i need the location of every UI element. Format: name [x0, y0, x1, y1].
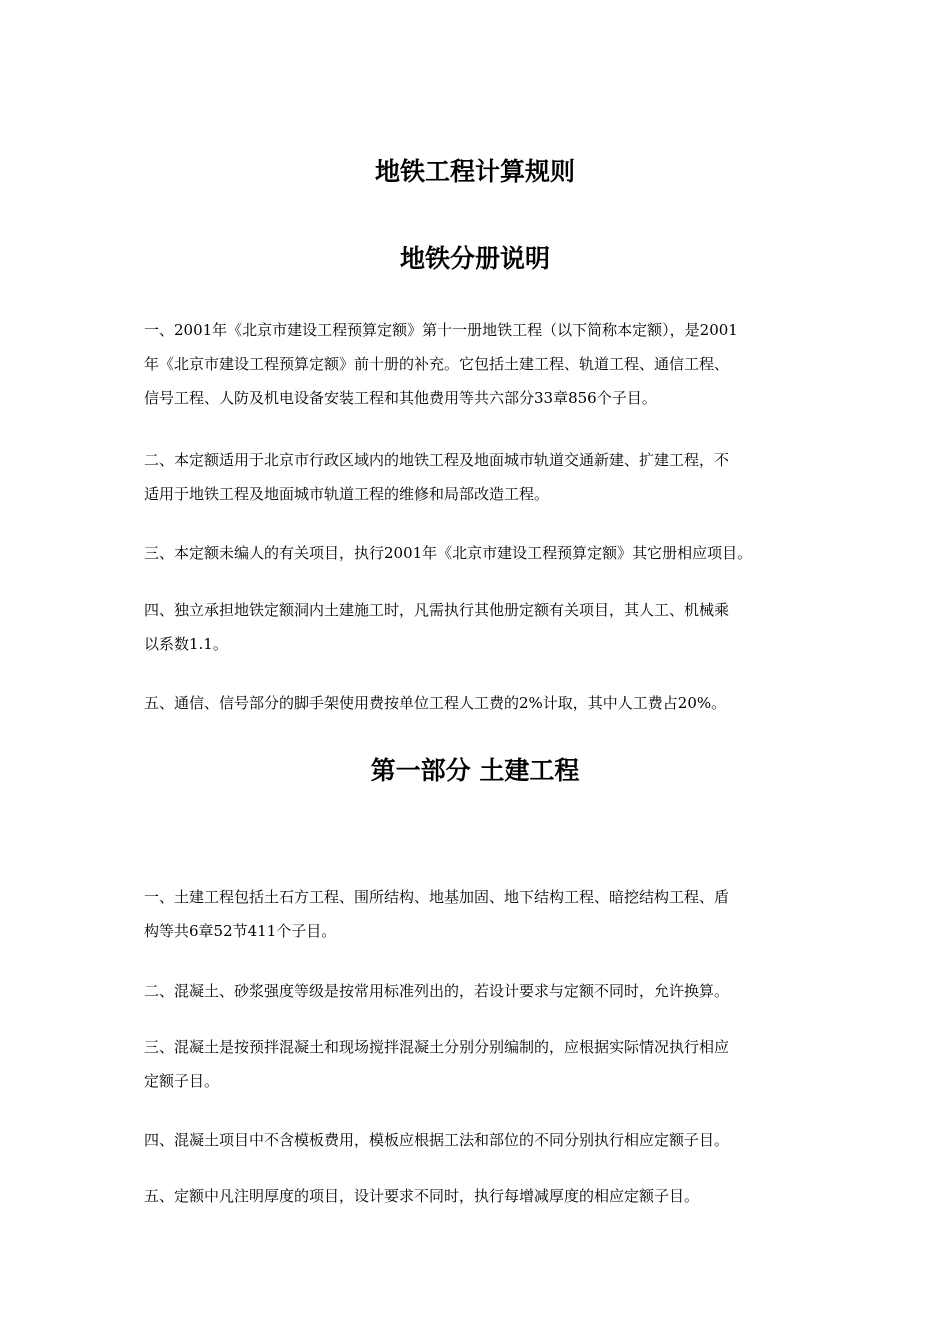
paragraph-line: 信号工程、人防及机电设备安装工程和其他费用等共六部分33章856个子目。 — [144, 389, 657, 407]
paragraph-line: 三、混凝土是按预拌混凝土和现场搅拌混凝土分别分别编制的，应根据实际情况执行相应 — [144, 1038, 730, 1056]
paragraph-9 — [144, 1123, 834, 1157]
paragraph-4 — [144, 593, 834, 661]
paragraph-6 — [144, 880, 834, 948]
section-heading-civil-works: 第一部分 土建工程 — [370, 756, 580, 785]
section-heading-volume-notes: 地铁分册说明 — [399, 244, 550, 273]
paragraph-line: 以系数1.1。 — [144, 635, 228, 653]
paragraph-line: 五、定额中凡注明厚度的项目，设计要求不同时，执行每增减厚度的相应定额子目。 — [144, 1187, 700, 1205]
paragraph-10 — [144, 1179, 834, 1213]
paragraph-3 — [144, 536, 834, 570]
paragraph-line: 一、2001年《北京市建设工程预算定额》第十一册地铁工程（以下简称本定额），是2001 — [144, 321, 738, 339]
paragraph-2 — [144, 443, 834, 511]
paragraph-line: 二、本定额适用于北京市行政区域内的地铁工程及地面城市轨道交通新建、扩建工程，不 — [144, 451, 730, 469]
paragraph-line: 构等共6章52节411个子目。 — [144, 922, 337, 940]
paragraph-line: 四、混凝土项目中不含模板费用，模板应根据工法和部位的不同分别执行相应定额子目。 — [144, 1131, 730, 1149]
document-title: 地铁工程计算规则 — [374, 157, 575, 186]
paragraph-line: 定额子目。 — [144, 1072, 220, 1090]
paragraph-line: 三、本定额未编人的有关项目，执行2001年《北京市建设工程预算定额》其它册相应项目。 — [144, 544, 753, 562]
paragraph-line: 二、混凝土、砂浆强度等级是按常用标准列出的，若设计要求与定额不同时，允许换算。 — [144, 982, 730, 1000]
paragraph-line: 一、土建工程包括土石方工程、围所结构、地基加固、地下结构工程、暗挖结构工程、盾 — [144, 888, 730, 906]
paragraph-line: 四、独立承担地铁定额洞内土建施工时，凡需执行其他册定额有关项目，其人工、机械乘 — [144, 601, 730, 619]
paragraph-5 — [144, 686, 834, 720]
paragraph-1 — [144, 313, 834, 415]
paragraph-line: 适用于地铁工程及地面城市轨道工程的维修和局部改造工程。 — [144, 485, 550, 503]
paragraph-line: 五、通信、信号部分的脚手架使用费按单位工程人工费的2%计取，其中人工费占20%。 — [144, 694, 727, 712]
paragraph-8 — [144, 1030, 834, 1098]
paragraph-7 — [144, 974, 834, 1008]
paragraph-line: 年《北京市建设工程预算定额》前十册的补充。它包括土建工程、轨道工程、通信工程、 — [144, 355, 730, 373]
